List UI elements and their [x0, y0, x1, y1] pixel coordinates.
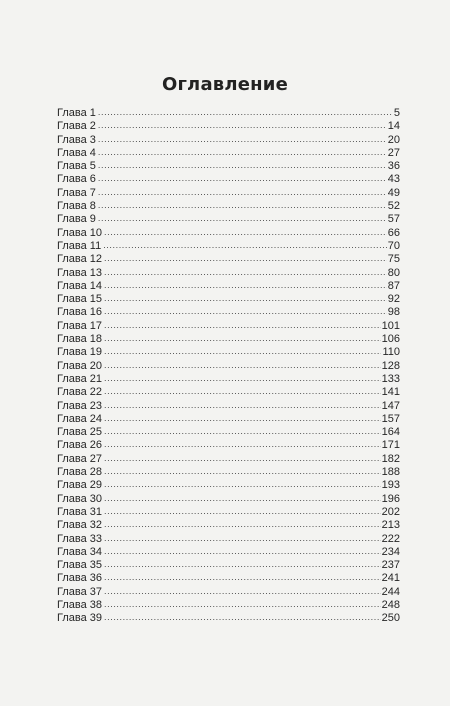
toc-page-number: 244 [381, 585, 400, 598]
toc-entry [57, 386, 400, 399]
toc-page-number: 98 [387, 306, 400, 319]
toc-page-number: 141 [381, 386, 400, 399]
toc-page-number: 87 [387, 279, 400, 292]
toc-chapter-label: Глава 22 [57, 386, 103, 399]
toc-dot-leader [104, 399, 381, 412]
toc-page-number: 43 [387, 173, 400, 186]
toc-entry [57, 160, 400, 173]
toc-entry [57, 306, 400, 319]
toc-dot-leader [104, 385, 381, 398]
toc-chapter-label: Глава 35 [57, 559, 103, 572]
toc-page-number: 241 [381, 572, 400, 585]
toc-page-number: 14 [387, 120, 400, 133]
toc-dot-leader [104, 438, 381, 451]
toc-dot-leader [104, 532, 381, 545]
toc-page-number: 202 [381, 505, 400, 518]
toc-list [57, 107, 400, 626]
toc-dot-leader [104, 465, 381, 478]
toc-entry [57, 426, 400, 439]
toc-page-number: 70 [387, 239, 400, 252]
toc-page-number: 222 [381, 532, 400, 545]
toc-dot-leader [98, 106, 393, 119]
toc-entry [57, 453, 400, 466]
toc-chapter-label: Глава 28 [57, 466, 103, 479]
toc-entry [57, 559, 400, 572]
toc-entry [57, 519, 400, 532]
toc-entry [57, 346, 400, 359]
toc-dot-leader [104, 345, 381, 358]
toc-entry [57, 373, 400, 386]
toc-chapter-label: Глава 20 [57, 359, 103, 372]
toc-dot-leader [98, 159, 387, 172]
toc-entry [57, 439, 400, 452]
toc-entry [57, 280, 400, 293]
toc-dot-leader [104, 585, 381, 598]
toc-chapter-label: Глава 29 [57, 479, 103, 492]
toc-entry [57, 612, 400, 625]
toc-chapter-label: Глава 30 [57, 492, 103, 505]
toc-dot-leader [104, 545, 381, 558]
toc-page-number: 20 [387, 133, 400, 146]
toc-page-number: 182 [381, 452, 400, 465]
toc-dot-leader [98, 146, 387, 159]
toc-dot-leader [104, 452, 381, 465]
toc-chapter-label: Глава 36 [57, 572, 103, 585]
toc-dot-leader [104, 478, 381, 491]
toc-chapter-label: Глава 39 [57, 612, 103, 625]
toc-page-number: 157 [381, 412, 400, 425]
toc-dot-leader [104, 598, 381, 611]
toc-entry [57, 213, 400, 226]
toc-chapter-label: Глава 6 [57, 173, 96, 186]
toc-dot-leader [104, 611, 381, 624]
toc-entry [57, 240, 400, 253]
toc-dot-leader [104, 279, 387, 292]
toc-chapter-label: Глава 3 [57, 133, 96, 146]
toc-title: Оглавление [161, 74, 289, 95]
toc-entry [57, 107, 400, 120]
toc-page-number: 133 [381, 372, 400, 385]
toc-page-number: 128 [381, 359, 400, 372]
toc-page-number: 27 [387, 146, 400, 159]
toc-page-number: 80 [387, 266, 400, 279]
toc-dot-leader [104, 252, 387, 265]
toc-entry [57, 466, 400, 479]
toc-dot-leader [104, 571, 381, 584]
toc-page-number: 66 [387, 226, 400, 239]
toc-page-number: 171 [381, 439, 400, 452]
toc-chapter-label: Глава 23 [57, 399, 103, 412]
toc-chapter-label: Глава 7 [57, 186, 96, 199]
toc-page-number: 188 [381, 466, 400, 479]
toc-entry [57, 227, 400, 240]
toc-entry [57, 400, 400, 413]
toc-entry [57, 493, 400, 506]
toc-page-number: 196 [381, 492, 400, 505]
toc-chapter-label: Глава 9 [57, 213, 96, 226]
toc-chapter-label: Глава 13 [57, 266, 103, 279]
toc-page-number: 106 [381, 333, 400, 346]
toc-entry [57, 134, 400, 147]
toc-page-number: 101 [381, 319, 400, 332]
toc-chapter-label: Глава 26 [57, 439, 103, 452]
toc-dot-leader [104, 359, 381, 372]
toc-page-number: 234 [381, 545, 400, 558]
toc-dot-leader [98, 199, 387, 212]
toc-dot-leader [103, 239, 387, 252]
toc-chapter-label: Глава 4 [57, 146, 96, 159]
toc-entry [57, 267, 400, 280]
toc-page-number: 147 [381, 399, 400, 412]
toc-chapter-label: Глава 18 [57, 333, 103, 346]
toc-chapter-label: Глава 27 [57, 452, 103, 465]
toc-entry [57, 147, 400, 160]
toc-chapter-label: Глава 34 [57, 545, 103, 558]
toc-page-number: 248 [381, 598, 400, 611]
toc-entry [57, 479, 400, 492]
toc-chapter-label: Глава 38 [57, 598, 103, 611]
toc-dot-leader [98, 133, 387, 146]
toc-page-number: 36 [387, 160, 400, 173]
toc-entry [57, 293, 400, 306]
toc-page-number: 213 [381, 519, 400, 532]
toc-entry [57, 506, 400, 519]
toc-page-number: 75 [387, 253, 400, 266]
toc-entry [57, 173, 400, 186]
toc-page-number: 92 [387, 293, 400, 306]
toc-dot-leader [104, 292, 387, 305]
toc-dot-leader [98, 172, 387, 185]
toc-chapter-label: Глава 37 [57, 585, 103, 598]
toc-dot-leader [104, 305, 387, 318]
toc-entry [57, 187, 400, 200]
toc-chapter-label: Глава 25 [57, 426, 103, 439]
toc-entry [57, 533, 400, 546]
toc-dot-leader [104, 412, 381, 425]
toc-chapter-label: Глава 10 [57, 226, 103, 239]
toc-chapter-label: Глава 15 [57, 293, 103, 306]
toc-chapter-label: Глава 8 [57, 200, 96, 213]
toc-page-number: 110 [382, 346, 400, 359]
toc-dot-leader [104, 425, 381, 438]
toc-page-number: 250 [381, 612, 400, 625]
toc-dot-leader [104, 372, 381, 385]
toc-entry [57, 120, 400, 133]
toc-chapter-label: Глава 2 [57, 120, 96, 133]
toc-chapter-label: Глава 11 [57, 239, 102, 252]
toc-entry [57, 413, 400, 426]
toc-page-number: 5 [393, 107, 400, 119]
toc-chapter-label: Глава 19 [57, 346, 103, 359]
toc-chapter-label: Глава 5 [57, 160, 96, 173]
toc-entry [57, 253, 400, 266]
toc-page-number: 52 [387, 200, 400, 213]
toc-dot-leader [104, 558, 381, 571]
toc-page-number: 57 [387, 213, 400, 226]
toc-chapter-label: Глава 14 [57, 279, 103, 292]
toc-dot-leader [104, 332, 381, 345]
toc-chapter-label: Глава 16 [57, 306, 103, 319]
toc-chapter-label: Глава 32 [57, 519, 103, 532]
toc-dot-leader [104, 505, 381, 518]
toc-dot-leader [104, 226, 387, 239]
toc-chapter-label: Глава 1 [57, 107, 96, 119]
toc-entry [57, 200, 400, 213]
toc-dot-leader [104, 518, 381, 531]
toc-chapter-label: Глава 12 [57, 253, 103, 266]
toc-dot-leader [98, 119, 387, 132]
toc-entry [57, 572, 400, 585]
toc-dot-leader [104, 319, 381, 332]
toc-page-number: 164 [381, 426, 400, 439]
toc-entry [57, 599, 400, 612]
toc-page-number: 49 [387, 186, 400, 199]
toc-chapter-label: Глава 21 [57, 372, 103, 385]
toc-entry [57, 333, 400, 346]
toc-chapter-label: Глава 33 [57, 532, 103, 545]
toc-dot-leader [104, 266, 387, 279]
toc-chapter-label: Глава 31 [57, 505, 103, 518]
toc-dot-leader [98, 212, 387, 225]
toc-page-number: 193 [381, 479, 400, 492]
toc-entry [57, 320, 400, 333]
toc-page-number: 237 [381, 559, 400, 572]
toc-dot-leader [98, 186, 387, 199]
toc-entry [57, 586, 400, 599]
toc-dot-leader [104, 492, 381, 505]
toc-entry [57, 546, 400, 559]
toc-chapter-label: Глава 17 [57, 319, 103, 332]
toc-chapter-label: Глава 24 [57, 412, 103, 425]
toc-entry [57, 360, 400, 373]
